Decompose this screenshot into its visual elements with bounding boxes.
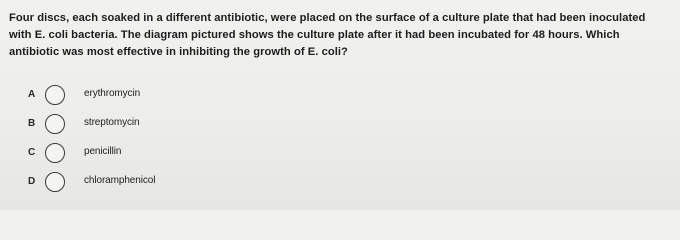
option-label: chloramphenicol bbox=[84, 175, 156, 186]
radio-button[interactable] bbox=[45, 114, 65, 134]
question-text bbox=[9, 10, 675, 61]
option-b[interactable] bbox=[28, 114, 328, 143]
option-letter: D bbox=[28, 176, 36, 187]
question-line-3: antibiotic was most effective in inhibiting the growth of E. coli? bbox=[9, 46, 348, 58]
option-a[interactable] bbox=[28, 85, 328, 114]
question-line-2: with E. coli bacteria. The diagram pictured shows the culture plate after it had been incubated for 48 hours. Which bbox=[9, 29, 620, 41]
option-letter: A bbox=[28, 89, 36, 100]
radio-button[interactable] bbox=[45, 85, 65, 105]
option-label: streptomycin bbox=[84, 117, 140, 128]
answer-options bbox=[28, 85, 328, 201]
option-d[interactable] bbox=[28, 172, 328, 201]
option-letter: C bbox=[28, 147, 36, 158]
question-line-1: Four discs, each soaked in a different antibiotic, were placed on the surface of a culture plate that had been inoculated bbox=[9, 12, 646, 24]
option-c[interactable] bbox=[28, 143, 328, 172]
radio-button[interactable] bbox=[45, 143, 65, 163]
option-label: erythromycin bbox=[84, 88, 141, 99]
radio-button[interactable] bbox=[45, 172, 65, 192]
option-letter: B bbox=[28, 118, 36, 129]
option-label: penicillin bbox=[84, 146, 122, 157]
